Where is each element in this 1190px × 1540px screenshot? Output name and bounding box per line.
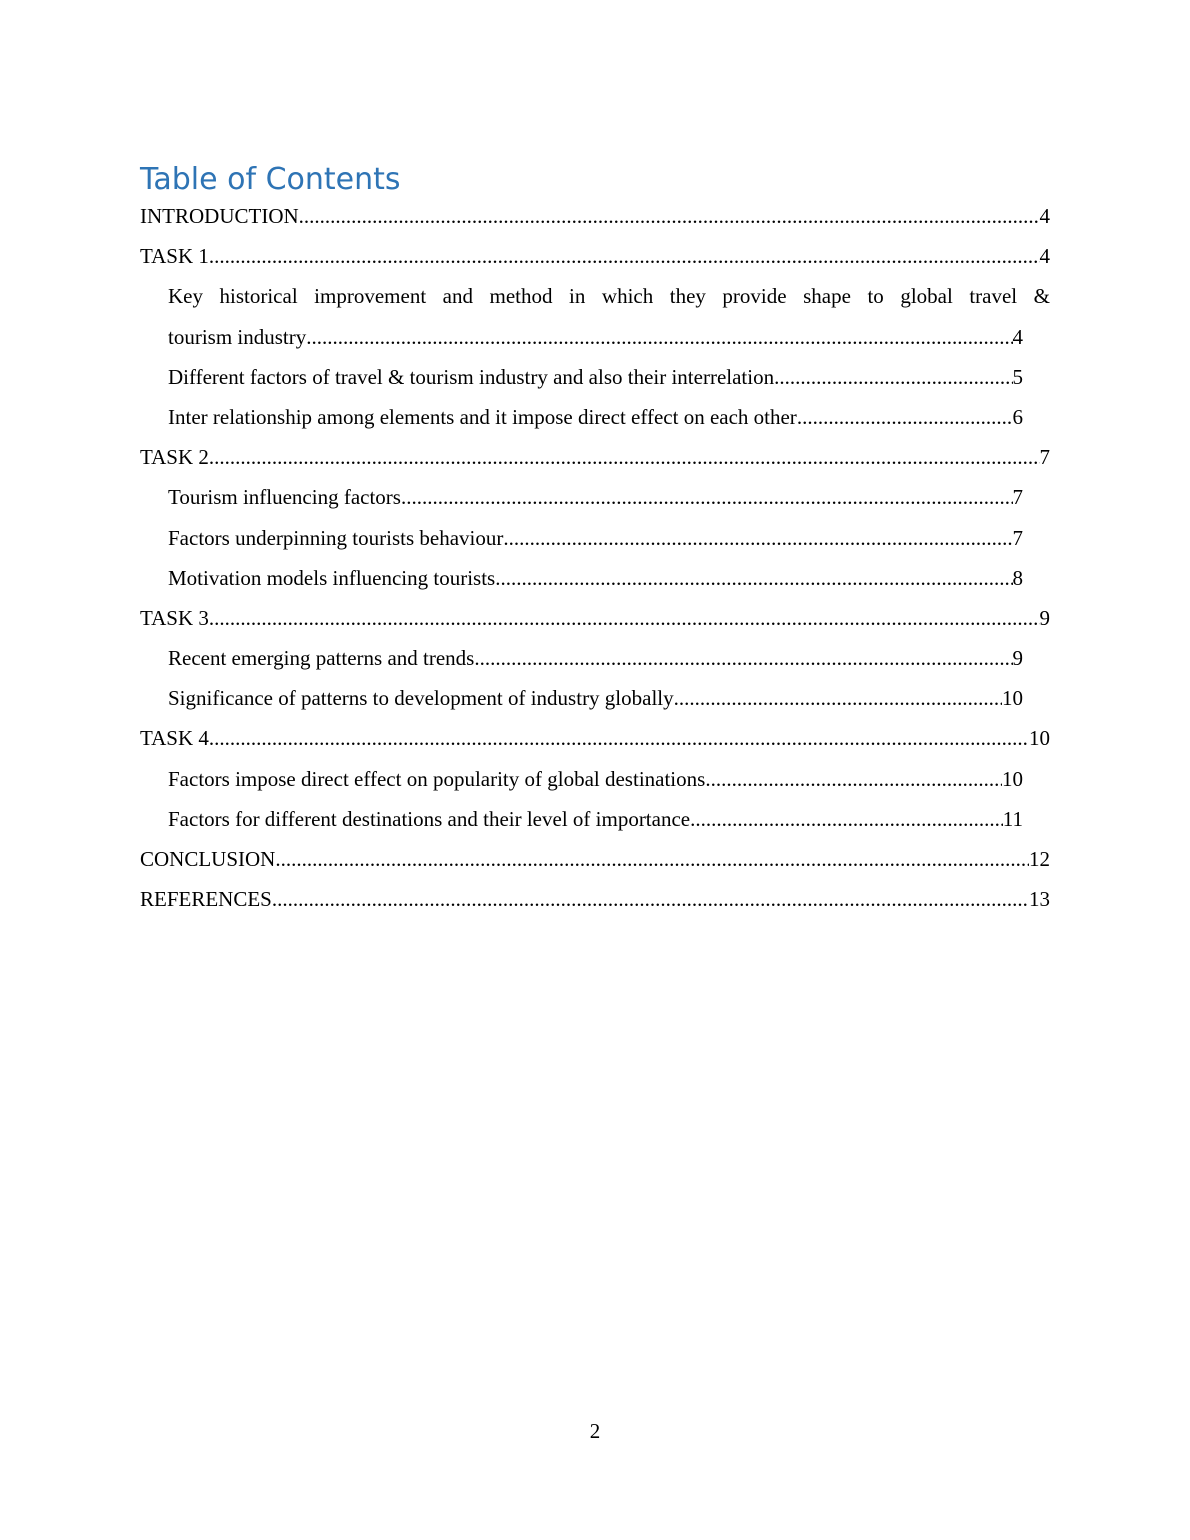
toc-entry-page: 4: [1012, 324, 1023, 349]
toc-entry-references[interactable]: [140, 879, 1050, 919]
toc-entry-label: TASK 1: [140, 244, 209, 269]
toc-dot-leader: [209, 437, 1040, 477]
toc-dot-leader: [674, 678, 1002, 718]
toc-dot-leader: [705, 759, 1002, 799]
toc-dot-leader: [474, 638, 1012, 678]
toc-entry-task-4[interactable]: [140, 718, 1050, 758]
toc-entry-label-line1: Key historical improvement and method in which they provide shape to global travel &: [168, 284, 1050, 309]
page-number: 2: [589, 1419, 601, 1443]
toc-list: [140, 196, 1050, 919]
toc-entry-page: 8: [1012, 565, 1023, 590]
toc-entry-label: Factors underpinning tourists behaviour: [168, 525, 504, 550]
toc-entry-label: Motivation models influencing tourists: [168, 565, 496, 590]
toc-entry-label: REFERENCES: [140, 887, 272, 912]
toc-entry-label: Factors for different destinations and their level of importance: [168, 806, 691, 831]
toc-entry-page: 13: [1029, 887, 1050, 912]
toc-entry-label: TASK 3: [140, 605, 209, 630]
toc-entry-page: 9: [1012, 646, 1023, 671]
toc-entry-label: Different factors of travel & tourism industry and also their interrelation: [168, 364, 775, 389]
toc-entry-page: 6: [1012, 404, 1023, 429]
toc-entry-label: Significance of patterns to development of industry globally: [168, 686, 674, 711]
toc-entry-label: Factors impose direct effect on popularity of global destinations: [168, 766, 706, 791]
toc-entry-page: 10: [1002, 686, 1023, 711]
toc-entry-introduction[interactable]: [140, 196, 1050, 236]
toc-entry-label: Inter relationship among elements and it impose direct effect on each other: [168, 404, 797, 429]
toc-dot-leader: [209, 236, 1040, 276]
toc-entry-page: 7: [1039, 445, 1050, 470]
toc-dot-leader: [299, 196, 1040, 236]
toc-entry-page: 4: [1039, 204, 1050, 228]
toc-entry-key-historical-improvement[interactable]: [168, 276, 1050, 356]
toc-dot-leader: [209, 598, 1040, 638]
toc-entry-factors-for-different-destinations[interactable]: [168, 799, 1023, 839]
toc-entry-conclusion[interactable]: [140, 839, 1050, 879]
toc-dot-leader: [503, 518, 1012, 558]
toc-dot-leader: [495, 558, 1012, 598]
toc-entry-inter-relationship[interactable]: [168, 397, 1023, 437]
toc-entry-factors-underpinning[interactable]: [168, 518, 1023, 558]
toc-dot-leader: [774, 357, 1012, 397]
toc-entry-page: 7: [1012, 485, 1023, 510]
toc-entry-label: CONCLUSION: [140, 847, 276, 871]
toc-dot-leader: [797, 397, 1013, 437]
toc-entry-different-factors[interactable]: [168, 357, 1023, 397]
toc-entry-label: TASK 4: [140, 726, 209, 751]
toc-entry-task-3[interactable]: [140, 598, 1050, 638]
toc-entry-page: 7: [1012, 525, 1023, 550]
toc-entry-line2: [168, 317, 1023, 357]
toc-entry-page: 9: [1039, 605, 1050, 630]
toc-entry-label: TASK 2: [140, 445, 209, 470]
toc-entry-page: 12: [1029, 847, 1050, 871]
toc-entry-page: 10: [1002, 766, 1023, 791]
toc-dot-leader: [306, 317, 1012, 357]
toc-entry-label: INTRODUCTION: [140, 204, 299, 228]
toc-entry-tourism-influencing-factors[interactable]: [168, 477, 1023, 517]
toc-entry-page: 10: [1029, 726, 1050, 751]
toc-dot-leader: [401, 477, 1013, 517]
toc-entry-label: Tourism influencing factors: [168, 485, 401, 510]
toc-entry-page: 5: [1012, 364, 1023, 389]
toc-entry-motivation-models[interactable]: [168, 558, 1023, 598]
toc-dot-leader: [275, 839, 1029, 879]
toc-entry-label-line2: tourism industry: [168, 324, 307, 349]
toc-dot-leader: [272, 879, 1029, 919]
toc-entry-page: 4: [1039, 244, 1050, 269]
toc-entry-significance-of-patterns[interactable]: [168, 678, 1023, 718]
toc-entry-task-2[interactable]: [140, 437, 1050, 477]
toc-entry-recent-emerging-patterns[interactable]: [168, 638, 1023, 678]
toc-dot-leader: [209, 718, 1029, 758]
toc-entry-task-1[interactable]: [140, 236, 1050, 276]
toc-dot-leader: [690, 799, 1003, 839]
toc-entry-label: Recent emerging patterns and trends: [168, 646, 475, 671]
toc-entry-factors-impose-direct-effect[interactable]: [168, 759, 1023, 799]
toc-heading: Table of Contents: [140, 162, 401, 197]
toc-entry-page: 11: [1002, 806, 1023, 831]
